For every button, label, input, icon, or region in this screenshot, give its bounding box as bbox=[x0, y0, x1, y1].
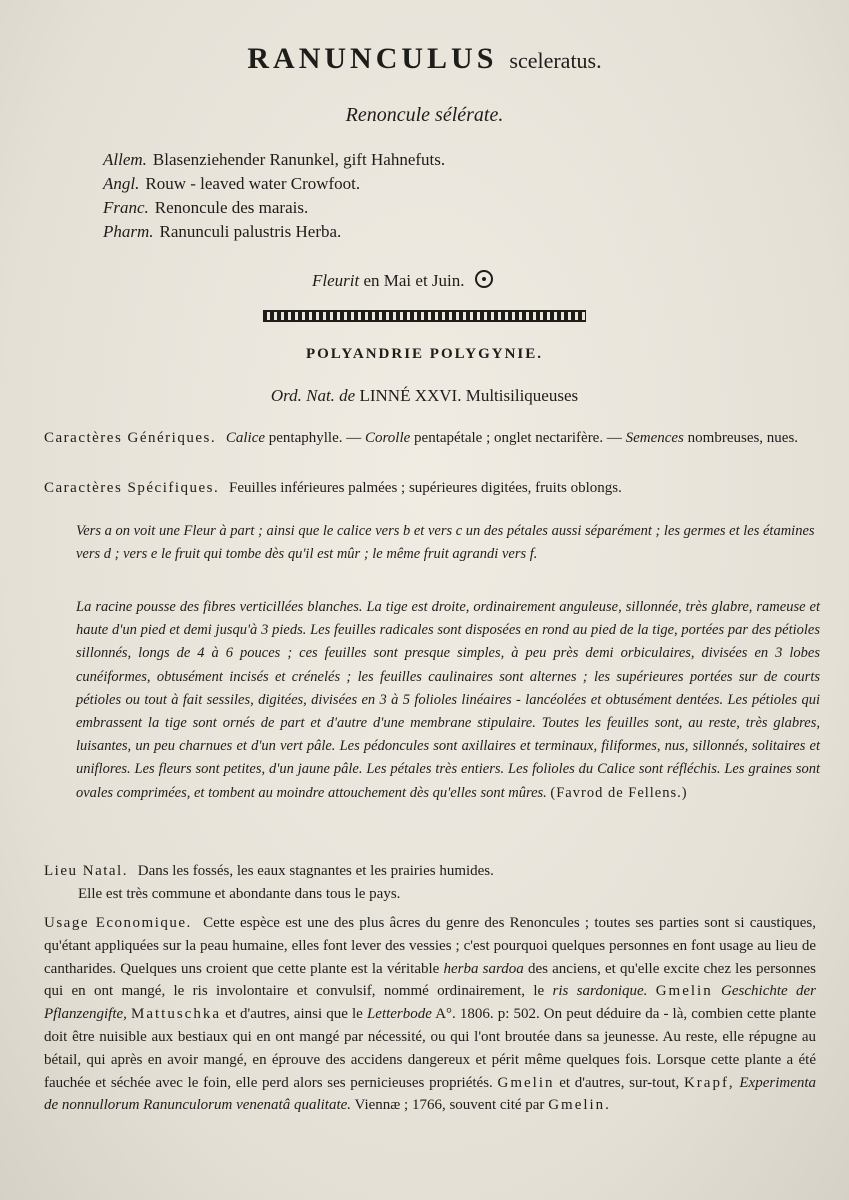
species-name: sceleratus. bbox=[509, 48, 602, 73]
name-text: Rouw - leaved water Crowfoot. bbox=[145, 174, 361, 193]
order-prefix: Ord. Nat. de bbox=[270, 386, 356, 405]
author-name: Gmelin bbox=[655, 983, 713, 1000]
usage-italic: Experimenta de nonnullorum Ranunculorum venenatâ qualitate. bbox=[44, 1074, 817, 1114]
order-author: LINNÉ bbox=[359, 386, 411, 405]
author-name: Mattuschka bbox=[131, 1006, 221, 1023]
usage-text: des anciens, et qu'elle excite chez les personnes qui en ont mangé, le ris involontaire et convulsif, nommé ordinairement, le bbox=[44, 960, 816, 1000]
natural-order bbox=[0, 386, 849, 406]
french-common-name: Renoncule sélérate. bbox=[345, 104, 504, 126]
flowering-label: Fleurit bbox=[312, 271, 360, 290]
specific-characters bbox=[44, 478, 814, 498]
genus-name: RANUNCULUS bbox=[247, 42, 498, 75]
generic-label: Caractères Génériques. bbox=[44, 430, 217, 446]
calice-term: Calice bbox=[225, 430, 266, 446]
description-author: (Favrod de Fellens.) bbox=[550, 784, 688, 801]
usage-text: A°. 1806. p: 502. On peut déduire da - là, combien cette plante doit être nuisible aux bestiaux qui en ont mangé par nécessité, ou qui l'ont broutée dans sa jeunesse. Au reste, elle répugne au bétail, qui après en avoir mangé, en éprouve des accidens dangereux et périt même quelques fois. Lorsque cette plante a été fauchée et séchée avec le foin, elle perd alors ses pernicieuses propriétés. bbox=[44, 1006, 816, 1091]
usage-text: Cette espèce est une des plus âcres du genre des Renoncules ; toutes ses parties sont si caustiques, qu'étant appliquées sur la peau humaine, elles font lever des vessies ; c'est pourquoi quelques personnes en font usage au lieu de cantharides. Quelques uns croient que cette plante est la véritable bbox=[44, 915, 817, 977]
specific-label: Caractères Spécifiques. bbox=[44, 480, 220, 496]
usage-text: et d'autres, ainsi que le bbox=[225, 1006, 363, 1023]
author-name: Gmelin bbox=[497, 1074, 555, 1091]
lang-label: Franc. bbox=[103, 198, 149, 217]
description-paragraph bbox=[76, 596, 820, 805]
corolle-term: Corolle bbox=[365, 430, 411, 446]
semences-term: Semences bbox=[625, 430, 684, 446]
habitat-text: Dans les fossés, les eaux stagnantes et les prairies humides. bbox=[137, 863, 494, 879]
page-title bbox=[0, 42, 849, 76]
specific-text: Feuilles inférieures palmées ; supérieures digitées, fruits oblongs. bbox=[229, 480, 622, 496]
corolle-text: pentapétale ; onglet nectarifère. — bbox=[414, 430, 622, 446]
linnaean-class: POLYANDRIE POLYGYNIE. bbox=[305, 346, 544, 362]
name-row-english bbox=[103, 172, 445, 196]
name-text: Blasenziehender Ranunkel, gift Hahnefuts. bbox=[152, 150, 446, 169]
author-name: Gmelin. bbox=[548, 1097, 611, 1114]
usage-italic: herba sardoa bbox=[443, 960, 524, 977]
lang-label: Angl. bbox=[103, 174, 140, 193]
flowering-time bbox=[312, 268, 493, 291]
description-text: La racine pousse des fibres verticillées blanches. La tige est droite, ordinairement anguleuse, sillonnée, très glabre, rameuse et haute d'un pied et demi jusqu'à 3 pieds. Les feuilles radicales sont disposées en rond au pied de la tige, portées par des pétioles sillonnés, longs de 4 à 6 pouces ; ces feuilles sont presque simples, à peu près demi orbiculaires, divisées en 3 lobes cunéiformes, obtusément incisés et crénelés ; les feuilles caulinaires sont alternes ; les supérieures portées sur de courts pétioles ou tout à fait sessiles, digitées, divisées en 3 à 5 folioles linéaires - lancéolées et obtusément dentées. Les pétioles qui embrassent la tige sont ornés de part et d'autre d'une membrane stipulaire. Toutes les feuilles sont, au reste, très glabres, luisantes, un peu charnues et d'un vert pâle. Les pédoncules sont axillaires et terminaux, filiformes, nus, sillonnés, solitaires et uniflores. Les fleurs sont petites, d'un jaune pâle. Les pétales très entiers. Les folioles du Calice sont réfléchis. Les graines sont ovales comprimées, et tombent au moindre attouchement dès qu'elles sont mûres. bbox=[76, 599, 820, 801]
name-row-german bbox=[103, 148, 445, 172]
usage-text: et d'autres, sur-tout, bbox=[559, 1074, 680, 1091]
author-name: Krapf, bbox=[683, 1074, 735, 1091]
generic-characters bbox=[44, 428, 814, 448]
order-name: Multisiliqueuses bbox=[465, 386, 579, 405]
name-text: Ranunculi palustris Herba. bbox=[159, 222, 342, 241]
usage-italic: ris sardonique. bbox=[552, 983, 648, 1000]
semences-text: nombreuses, nues. bbox=[687, 430, 799, 446]
usage-italic: Letterbode bbox=[366, 1006, 432, 1023]
flowering-text: en Mai et Juin. bbox=[363, 271, 465, 290]
usage-text: Viennæ ; 1766, souvent cité par bbox=[354, 1097, 545, 1114]
usage-italic: Geschichte der Pflanzengifte, bbox=[44, 983, 817, 1023]
economic-usage bbox=[44, 912, 816, 1117]
lang-label: Pharm. bbox=[103, 222, 154, 241]
name-row-pharm bbox=[103, 220, 445, 244]
habitat-label: Lieu Natal. bbox=[44, 863, 128, 879]
lang-label: Allem. bbox=[103, 150, 147, 169]
vernacular-names bbox=[103, 148, 445, 244]
order-number: XXVI. bbox=[414, 386, 462, 405]
name-row-french bbox=[103, 196, 445, 220]
figure-legend: Vers a on voit une Fleur à part ; ainsi que le calice vers b et vers c un des pétales aussi séparément ; les germes et les étamines vers d ; vers e le fruit qui tombe dès qu'il est mûr ; le même fruit agrandi vers f. bbox=[76, 523, 815, 562]
annual-symbol-icon bbox=[475, 270, 493, 288]
usage-label: Usage Economique. bbox=[44, 915, 192, 931]
calice-text: pentaphylle. — bbox=[268, 430, 362, 446]
habitat bbox=[44, 860, 824, 882]
name-text: Renoncule des marais. bbox=[154, 198, 309, 217]
habitat-note: Elle est très commune et abondante dans tous le pays. bbox=[78, 886, 401, 902]
ornamental-divider bbox=[263, 310, 586, 322]
